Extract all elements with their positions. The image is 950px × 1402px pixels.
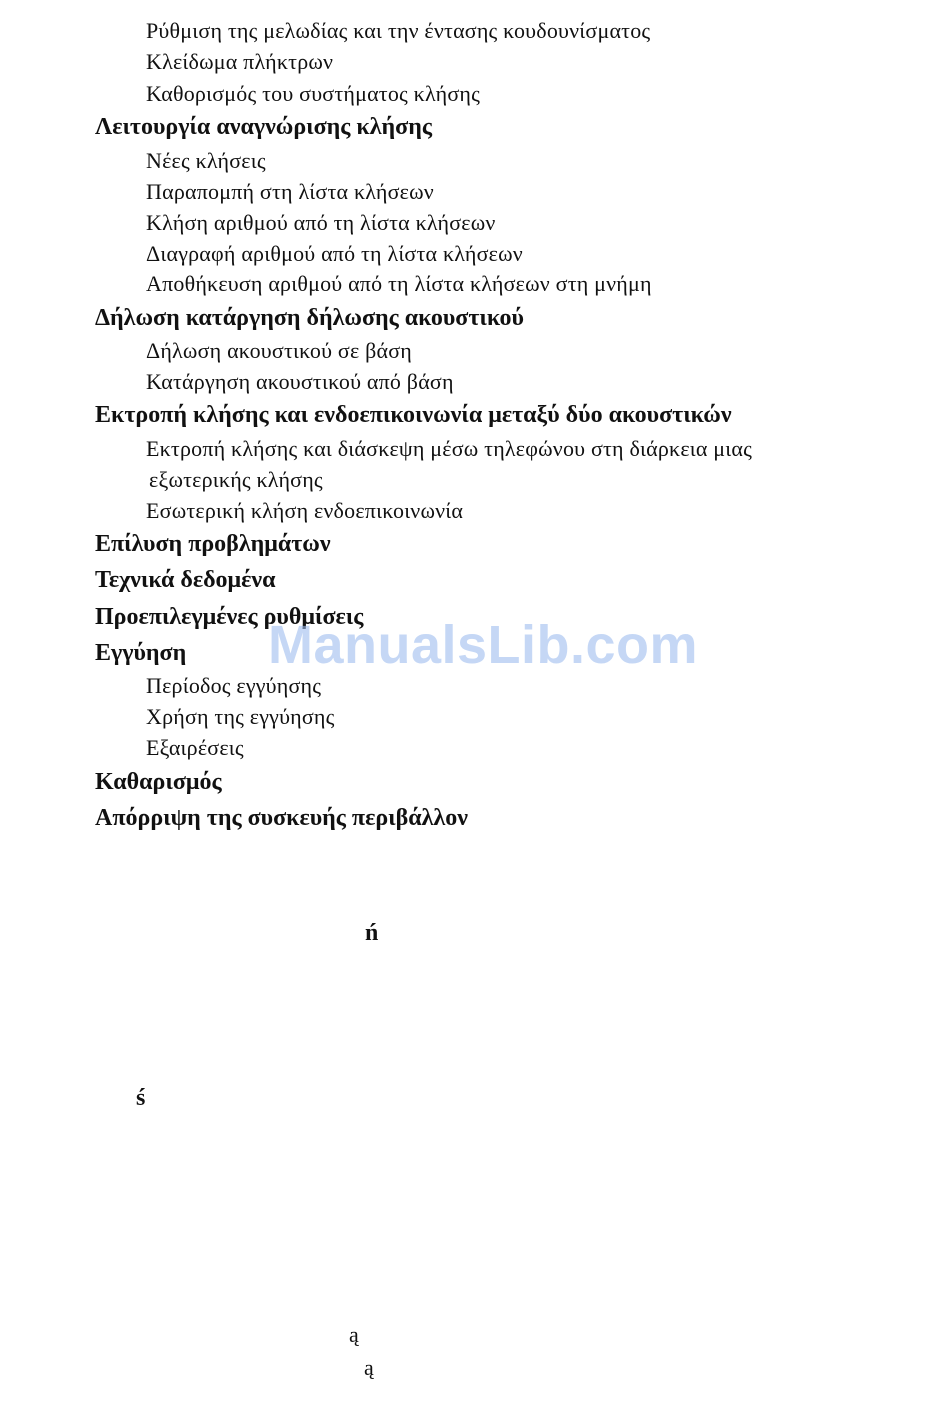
toc-item-new-calls: Νέες κλήσεις (146, 148, 266, 173)
toc-section-troubleshooting: Επίλυση προβλημάτων (95, 531, 331, 557)
toc-item-deregister-handset: Κατάργηση ακουστικού από βάση (146, 369, 454, 394)
toc-section-default-settings: Προεπιλεγμένες ρυθμίσεις (95, 604, 364, 630)
toc-section-cleaning: Καθαρισμός (95, 769, 222, 795)
toc-section-technical-data: Τεχνικά δεδομένα (95, 567, 276, 593)
toc-section-transfer-intercom: Εκτροπή κλήσης και ενδοεπικοινωνία μεταξύ δύο ακουστικών (95, 402, 732, 428)
stray-glyph: ą (349, 1322, 359, 1347)
toc-item-dial-mode: Καθορισμός του συστήματος κλήσης (146, 81, 481, 106)
watermark: ManualsLib.com (268, 615, 699, 675)
toc-item-save-from-list: Αποθήκευση αριθμού από τη λίστα κλήσεων στη μνήμη (146, 271, 652, 296)
stray-glyph: ń (365, 920, 379, 946)
toc-item-warranty-period: Περίοδος εγγύησης (146, 673, 322, 698)
toc-item-transfer-conference: Εκτροπή κλήσης και διάσκεψη μέσω τηλεφώνου στη διάρκεια μιας (146, 436, 753, 461)
toc-section-disposal: Απόρριψη της συσκευής περιβάλλον (95, 805, 468, 831)
toc-section-caller-id: Λειτουργία αναγνώρισης κλήσης (95, 114, 432, 140)
toc-item-transfer-conference-cont: εξωτερικής κλήσης (149, 467, 323, 492)
toc-section-warranty: Εγγύηση (95, 640, 187, 666)
toc-item-register-handset: Δήλωση ακουστικού σε βάση (146, 338, 412, 363)
toc-item-warranty-use: Χρήση της εγγύησης (146, 704, 335, 729)
toc-item-ringtone-volume: Ρύθμιση της μελωδίας και την έντασης κουδουνίσματος (146, 18, 651, 43)
toc-item-delete-from-list: Διαγραφή αριθμού από τη λίστα κλήσεων (146, 241, 523, 266)
toc-section-registration: Δήλωση κατάργηση δήλωσης ακουστικού (95, 305, 524, 331)
toc-item-internal-call: Εσωτερική κλήση ενδοεπικοινωνία (146, 498, 464, 523)
toc-item-key-lock: Κλείδωμα πλήκτρων (146, 49, 334, 74)
stray-glyph: ś (136, 1085, 146, 1111)
toc-item-call-list: Παραπομπή στη λίστα κλήσεων (146, 179, 434, 204)
stray-glyph: ą (364, 1355, 374, 1380)
toc-item-exclusions: Εξαιρέσεις (146, 735, 244, 760)
toc-item-dial-from-list: Κλήση αριθμού από τη λίστα κλήσεων (146, 210, 496, 235)
